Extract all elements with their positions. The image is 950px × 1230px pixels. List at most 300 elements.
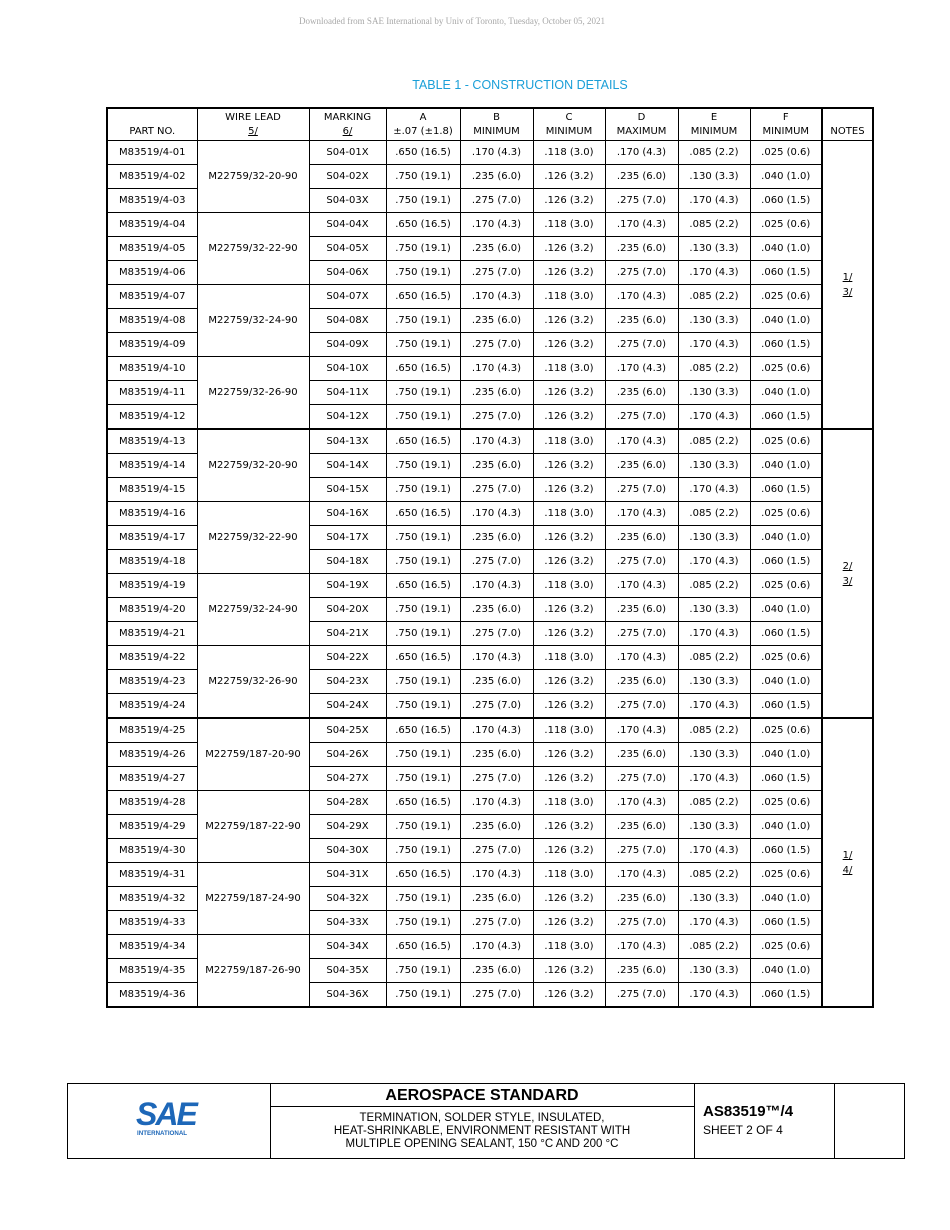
- dimension-a-cell: .750 (19.1): [386, 309, 460, 333]
- dimension-c-cell: .126 (3.2): [533, 237, 605, 261]
- dimension-b-cell: .275 (7.0): [460, 189, 533, 213]
- dimension-d-cell: .170 (4.3): [605, 863, 678, 887]
- part-number-cell: M83519/4-21: [107, 622, 197, 646]
- dimension-c-cell: .126 (3.2): [533, 526, 605, 550]
- dimension-d-cell: .235 (6.0): [605, 454, 678, 478]
- table-row: [107, 935, 873, 959]
- dimension-e-cell: .130 (3.3): [678, 454, 750, 478]
- part-number-cell: M83519/4-11: [107, 381, 197, 405]
- dimension-f-cell: .040 (1.0): [750, 526, 822, 550]
- dimension-e-cell: .085 (2.2): [678, 791, 750, 815]
- dimension-e-cell: .130 (3.3): [678, 237, 750, 261]
- part-number-cell: M83519/4-25: [107, 718, 197, 743]
- dimension-a-cell: .750 (19.1): [386, 381, 460, 405]
- marking-cell: S04-22X: [309, 646, 386, 670]
- table-row: [107, 429, 873, 454]
- marking-cell: S04-13X: [309, 429, 386, 454]
- dimension-d-cell: .170 (4.3): [605, 429, 678, 454]
- marking-cell: S04-03X: [309, 189, 386, 213]
- marking-cell: S04-25X: [309, 718, 386, 743]
- dimension-e-cell: .170 (4.3): [678, 694, 750, 719]
- dimension-e-cell: .170 (4.3): [678, 911, 750, 935]
- dimension-f-cell: .060 (1.5): [750, 189, 822, 213]
- dimension-c-cell: .126 (3.2): [533, 478, 605, 502]
- marking-cell: S04-08X: [309, 309, 386, 333]
- dimension-c-cell: .126 (3.2): [533, 983, 605, 1008]
- part-number-cell: M83519/4-06: [107, 261, 197, 285]
- dimension-c-cell: .126 (3.2): [533, 743, 605, 767]
- marking-cell: S04-35X: [309, 959, 386, 983]
- standard-description: TERMINATION, SOLDER STYLE, INSULATED, HEAT-SHRINKABLE, ENVIRONMENT RESISTANT WITH MULTIPLE OPENING SEALANT, 150 °C AND 200 °C: [333, 1112, 631, 1150]
- dimension-d-cell: .235 (6.0): [605, 743, 678, 767]
- dimension-a-cell: .750 (19.1): [386, 165, 460, 189]
- dimension-a-cell: .750 (19.1): [386, 454, 460, 478]
- dimension-a-cell: .750 (19.1): [386, 478, 460, 502]
- part-number-cell: M83519/4-10: [107, 357, 197, 381]
- dimension-f-cell: .040 (1.0): [750, 237, 822, 261]
- dimension-b-cell: .170 (4.3): [460, 285, 533, 309]
- dimension-d-cell: .275 (7.0): [605, 261, 678, 285]
- dimension-e-cell: .130 (3.3): [678, 598, 750, 622]
- dimension-c-cell: .126 (3.2): [533, 189, 605, 213]
- marking-cell: S04-32X: [309, 887, 386, 911]
- dimension-e-cell: .170 (4.3): [678, 478, 750, 502]
- dimension-b-cell: .170 (4.3): [460, 141, 533, 165]
- marking-cell: S04-01X: [309, 141, 386, 165]
- dimension-e-cell: .170 (4.3): [678, 622, 750, 646]
- marking-cell: S04-28X: [309, 791, 386, 815]
- dimension-b-cell: .235 (6.0): [460, 887, 533, 911]
- marking-cell: S04-05X: [309, 237, 386, 261]
- dimension-a-cell: .750 (19.1): [386, 887, 460, 911]
- dimension-a-cell: .750 (19.1): [386, 189, 460, 213]
- note-ref: 3/: [842, 286, 853, 298]
- dimension-b-cell: .275 (7.0): [460, 478, 533, 502]
- document-number: AS83519™/4: [703, 1103, 794, 1120]
- dimension-b-cell: .235 (6.0): [460, 815, 533, 839]
- dimension-a-cell: .650 (16.5): [386, 141, 460, 165]
- dimension-e-cell: .130 (3.3): [678, 815, 750, 839]
- marking-cell: S04-19X: [309, 574, 386, 598]
- notes-cell: [822, 429, 873, 718]
- dimension-f-cell: .060 (1.5): [750, 478, 822, 502]
- part-number-cell: M83519/4-12: [107, 405, 197, 430]
- dimension-b-cell: .275 (7.0): [460, 911, 533, 935]
- dimension-f-cell: .040 (1.0): [750, 165, 822, 189]
- dimension-e-cell: .085 (2.2): [678, 863, 750, 887]
- wire-lead-cell: M22759/187-26-90: [197, 935, 309, 1008]
- dimension-e-cell: .130 (3.3): [678, 887, 750, 911]
- marking-cell: S04-18X: [309, 550, 386, 574]
- dimension-e-cell: .085 (2.2): [678, 646, 750, 670]
- dimension-a-cell: .750 (19.1): [386, 983, 460, 1008]
- marking-cell: S04-33X: [309, 911, 386, 935]
- dimension-f-cell: .040 (1.0): [750, 815, 822, 839]
- table-row: [107, 285, 873, 309]
- dimension-e-cell: .130 (3.3): [678, 670, 750, 694]
- sae-logo: [136, 1097, 206, 1146]
- marking-cell: S04-04X: [309, 213, 386, 237]
- construction-details-table: [106, 107, 874, 1008]
- header-b: B MINIMUM: [460, 108, 533, 141]
- dimension-c-cell: .118 (3.0): [533, 429, 605, 454]
- dimension-c-cell: .126 (3.2): [533, 767, 605, 791]
- header-wire-lead: WIRE LEAD 5/: [197, 108, 309, 141]
- marking-cell: S04-30X: [309, 839, 386, 863]
- dimension-d-cell: .275 (7.0): [605, 983, 678, 1008]
- wire-lead-cell: M22759/32-26-90: [197, 357, 309, 430]
- dimension-c-cell: .126 (3.2): [533, 839, 605, 863]
- dimension-f-cell: .060 (1.5): [750, 261, 822, 285]
- marking-cell: S04-15X: [309, 478, 386, 502]
- header-part-no: PART NO.: [107, 108, 197, 141]
- dimension-a-cell: .650 (16.5): [386, 213, 460, 237]
- part-number-cell: M83519/4-34: [107, 935, 197, 959]
- dimension-f-cell: .025 (0.6): [750, 718, 822, 743]
- part-number-cell: M83519/4-14: [107, 454, 197, 478]
- table-row: [107, 574, 873, 598]
- part-number-cell: M83519/4-29: [107, 815, 197, 839]
- dimension-e-cell: .170 (4.3): [678, 767, 750, 791]
- dimension-c-cell: .126 (3.2): [533, 165, 605, 189]
- dimension-c-cell: .126 (3.2): [533, 405, 605, 430]
- dimension-d-cell: .275 (7.0): [605, 478, 678, 502]
- dimension-f-cell: .060 (1.5): [750, 694, 822, 719]
- dimension-a-cell: .750 (19.1): [386, 743, 460, 767]
- dimension-b-cell: .170 (4.3): [460, 646, 533, 670]
- dimension-e-cell: .085 (2.2): [678, 429, 750, 454]
- dimension-d-cell: .170 (4.3): [605, 285, 678, 309]
- dimension-d-cell: .235 (6.0): [605, 670, 678, 694]
- table-row: [107, 357, 873, 381]
- marking-cell: S04-02X: [309, 165, 386, 189]
- dimension-d-cell: .170 (4.3): [605, 574, 678, 598]
- dimension-d-cell: .170 (4.3): [605, 502, 678, 526]
- part-number-cell: M83519/4-19: [107, 574, 197, 598]
- marking-cell: S04-27X: [309, 767, 386, 791]
- part-number-cell: M83519/4-23: [107, 670, 197, 694]
- dimension-a-cell: .750 (19.1): [386, 839, 460, 863]
- note-ref: 4/: [842, 864, 853, 876]
- marking-cell: S04-09X: [309, 333, 386, 357]
- dimension-a-cell: .650 (16.5): [386, 791, 460, 815]
- dimension-b-cell: .170 (4.3): [460, 863, 533, 887]
- marking-cell: S04-31X: [309, 863, 386, 887]
- dimension-d-cell: .275 (7.0): [605, 911, 678, 935]
- dimension-f-cell: .040 (1.0): [750, 959, 822, 983]
- dimension-c-cell: .126 (3.2): [533, 598, 605, 622]
- dimension-e-cell: .170 (4.3): [678, 405, 750, 430]
- note-ref: 2/: [842, 560, 853, 572]
- dimension-b-cell: .170 (4.3): [460, 429, 533, 454]
- dimension-a-cell: .650 (16.5): [386, 863, 460, 887]
- dimension-c-cell: .126 (3.2): [533, 670, 605, 694]
- part-number-cell: M83519/4-35: [107, 959, 197, 983]
- dimension-a-cell: .750 (19.1): [386, 694, 460, 719]
- dimension-b-cell: .170 (4.3): [460, 213, 533, 237]
- dimension-c-cell: .118 (3.0): [533, 863, 605, 887]
- dimension-d-cell: .275 (7.0): [605, 189, 678, 213]
- header-row: [107, 108, 873, 141]
- dimension-e-cell: .085 (2.2): [678, 141, 750, 165]
- dimension-c-cell: .126 (3.2): [533, 333, 605, 357]
- note-ref: 1/: [842, 849, 853, 861]
- part-number-cell: M83519/4-01: [107, 141, 197, 165]
- logo-subtext: INTERNATIONAL: [137, 1130, 188, 1137]
- dimension-e-cell: .085 (2.2): [678, 502, 750, 526]
- dimension-d-cell: .235 (6.0): [605, 887, 678, 911]
- dimension-a-cell: .650 (16.5): [386, 285, 460, 309]
- header-d: D MAXIMUM: [605, 108, 678, 141]
- dimension-f-cell: .025 (0.6): [750, 141, 822, 165]
- dimension-a-cell: .750 (19.1): [386, 815, 460, 839]
- marking-cell: S04-36X: [309, 983, 386, 1008]
- dimension-b-cell: .275 (7.0): [460, 622, 533, 646]
- dimension-a-cell: .650 (16.5): [386, 574, 460, 598]
- marking-cell: S04-20X: [309, 598, 386, 622]
- part-number-cell: M83519/4-02: [107, 165, 197, 189]
- table-row: [107, 141, 873, 165]
- dimension-b-cell: .235 (6.0): [460, 165, 533, 189]
- dimension-f-cell: .025 (0.6): [750, 429, 822, 454]
- dimension-b-cell: .235 (6.0): [460, 526, 533, 550]
- table-row: [107, 213, 873, 237]
- dimension-d-cell: .275 (7.0): [605, 839, 678, 863]
- dimension-a-cell: .750 (19.1): [386, 550, 460, 574]
- dimension-a-cell: .750 (19.1): [386, 670, 460, 694]
- part-number-cell: M83519/4-05: [107, 237, 197, 261]
- dimension-a-cell: .650 (16.5): [386, 502, 460, 526]
- dimension-a-cell: .650 (16.5): [386, 357, 460, 381]
- marking-cell: S04-29X: [309, 815, 386, 839]
- dimension-e-cell: .085 (2.2): [678, 718, 750, 743]
- dimension-b-cell: .170 (4.3): [460, 574, 533, 598]
- dimension-a-cell: .650 (16.5): [386, 646, 460, 670]
- dimension-d-cell: .235 (6.0): [605, 165, 678, 189]
- dimension-c-cell: .126 (3.2): [533, 261, 605, 285]
- part-number-cell: M83519/4-04: [107, 213, 197, 237]
- dimension-b-cell: .235 (6.0): [460, 454, 533, 478]
- dimension-b-cell: .275 (7.0): [460, 333, 533, 357]
- dimension-c-cell: .118 (3.0): [533, 213, 605, 237]
- dimension-e-cell: .130 (3.3): [678, 381, 750, 405]
- dimension-d-cell: .235 (6.0): [605, 381, 678, 405]
- dimension-f-cell: .040 (1.0): [750, 743, 822, 767]
- dimension-b-cell: .235 (6.0): [460, 743, 533, 767]
- dimension-f-cell: .040 (1.0): [750, 887, 822, 911]
- marking-cell: S04-11X: [309, 381, 386, 405]
- dimension-f-cell: .025 (0.6): [750, 791, 822, 815]
- dimension-f-cell: .040 (1.0): [750, 454, 822, 478]
- dimension-d-cell: .235 (6.0): [605, 237, 678, 261]
- dimension-c-cell: .118 (3.0): [533, 502, 605, 526]
- part-number-cell: M83519/4-31: [107, 863, 197, 887]
- dimension-f-cell: .025 (0.6): [750, 646, 822, 670]
- dimension-d-cell: .235 (6.0): [605, 598, 678, 622]
- download-banner: Downloaded from SAE International by Univ of Toronto, Tuesday, October 05, 2021: [298, 16, 606, 26]
- dimension-f-cell: .060 (1.5): [750, 405, 822, 430]
- dimension-c-cell: .118 (3.0): [533, 646, 605, 670]
- dimension-a-cell: .650 (16.5): [386, 429, 460, 454]
- table-title: TABLE 1 - CONSTRUCTION DETAILS: [412, 78, 628, 92]
- wire-lead-cell: M22759/32-24-90: [197, 574, 309, 646]
- header-notes: NOTES: [822, 108, 873, 141]
- dimension-d-cell: .235 (6.0): [605, 815, 678, 839]
- marking-cell: S04-21X: [309, 622, 386, 646]
- part-number-cell: M83519/4-13: [107, 429, 197, 454]
- dimension-e-cell: .085 (2.2): [678, 574, 750, 598]
- dimension-c-cell: .126 (3.2): [533, 911, 605, 935]
- dimension-a-cell: .750 (19.1): [386, 959, 460, 983]
- dimension-d-cell: .275 (7.0): [605, 694, 678, 719]
- marking-cell: S04-17X: [309, 526, 386, 550]
- marking-cell: S04-07X: [309, 285, 386, 309]
- part-number-cell: M83519/4-16: [107, 502, 197, 526]
- dimension-a-cell: .750 (19.1): [386, 261, 460, 285]
- dimension-a-cell: .750 (19.1): [386, 526, 460, 550]
- part-number-cell: M83519/4-08: [107, 309, 197, 333]
- dimension-c-cell: .118 (3.0): [533, 935, 605, 959]
- dimension-c-cell: .118 (3.0): [533, 141, 605, 165]
- dimension-e-cell: .130 (3.3): [678, 309, 750, 333]
- dimension-e-cell: .085 (2.2): [678, 357, 750, 381]
- dimension-d-cell: .170 (4.3): [605, 935, 678, 959]
- marking-cell: S04-23X: [309, 670, 386, 694]
- wire-lead-cell: M22759/32-26-90: [197, 646, 309, 719]
- dimension-f-cell: .040 (1.0): [750, 670, 822, 694]
- dimension-f-cell: .060 (1.5): [750, 983, 822, 1008]
- dimension-e-cell: .170 (4.3): [678, 261, 750, 285]
- dimension-e-cell: .170 (4.3): [678, 550, 750, 574]
- dimension-c-cell: .126 (3.2): [533, 815, 605, 839]
- header-marking: MARKING 6/: [309, 108, 386, 141]
- dimension-d-cell: .235 (6.0): [605, 309, 678, 333]
- dimension-a-cell: .750 (19.1): [386, 333, 460, 357]
- dimension-f-cell: .025 (0.6): [750, 213, 822, 237]
- dimension-b-cell: .275 (7.0): [460, 405, 533, 430]
- note-ref: 1/: [842, 271, 853, 283]
- dimension-f-cell: .040 (1.0): [750, 381, 822, 405]
- dimension-d-cell: .275 (7.0): [605, 333, 678, 357]
- part-number-cell: M83519/4-20: [107, 598, 197, 622]
- dimension-e-cell: .130 (3.3): [678, 165, 750, 189]
- dimension-d-cell: .170 (4.3): [605, 141, 678, 165]
- dimension-b-cell: .170 (4.3): [460, 502, 533, 526]
- dimension-e-cell: .130 (3.3): [678, 743, 750, 767]
- dimension-f-cell: .060 (1.5): [750, 839, 822, 863]
- dimension-b-cell: .170 (4.3): [460, 935, 533, 959]
- table-row: [107, 502, 873, 526]
- part-number-cell: M83519/4-15: [107, 478, 197, 502]
- dimension-b-cell: .275 (7.0): [460, 839, 533, 863]
- part-number-cell: M83519/4-03: [107, 189, 197, 213]
- dimension-d-cell: .235 (6.0): [605, 959, 678, 983]
- dimension-c-cell: .118 (3.0): [533, 285, 605, 309]
- part-number-cell: M83519/4-36: [107, 983, 197, 1008]
- dimension-b-cell: .275 (7.0): [460, 983, 533, 1008]
- sheet-number: SHEET 2 OF 4: [703, 1123, 783, 1137]
- dimension-d-cell: .275 (7.0): [605, 405, 678, 430]
- dimension-f-cell: .025 (0.6): [750, 285, 822, 309]
- wire-lead-cell: M22759/32-22-90: [197, 213, 309, 285]
- dimension-f-cell: .060 (1.5): [750, 333, 822, 357]
- part-number-cell: M83519/4-17: [107, 526, 197, 550]
- dimension-b-cell: .170 (4.3): [460, 718, 533, 743]
- dimension-b-cell: .235 (6.0): [460, 309, 533, 333]
- part-number-cell: M83519/4-24: [107, 694, 197, 719]
- part-number-cell: M83519/4-33: [107, 911, 197, 935]
- dimension-b-cell: .275 (7.0): [460, 767, 533, 791]
- dimension-e-cell: .170 (4.3): [678, 983, 750, 1008]
- dimension-f-cell: .060 (1.5): [750, 767, 822, 791]
- part-number-cell: M83519/4-26: [107, 743, 197, 767]
- marking-cell: S04-06X: [309, 261, 386, 285]
- part-number-cell: M83519/4-30: [107, 839, 197, 863]
- dimension-a-cell: .750 (19.1): [386, 911, 460, 935]
- dimension-d-cell: .275 (7.0): [605, 550, 678, 574]
- dimension-d-cell: .170 (4.3): [605, 791, 678, 815]
- logo-text: SAE: [136, 1097, 196, 1132]
- dimension-a-cell: .650 (16.5): [386, 718, 460, 743]
- notes-cell: [822, 718, 873, 1007]
- dimension-b-cell: .235 (6.0): [460, 237, 533, 261]
- dimension-b-cell: .235 (6.0): [460, 598, 533, 622]
- dimension-c-cell: .126 (3.2): [533, 381, 605, 405]
- marking-cell: S04-10X: [309, 357, 386, 381]
- part-number-cell: M83519/4-27: [107, 767, 197, 791]
- dimension-f-cell: .025 (0.6): [750, 502, 822, 526]
- dimension-a-cell: .750 (19.1): [386, 598, 460, 622]
- dimension-c-cell: .126 (3.2): [533, 550, 605, 574]
- wire-lead-cell: M22759/187-22-90: [197, 791, 309, 863]
- dimension-d-cell: .170 (4.3): [605, 357, 678, 381]
- dimension-a-cell: .750 (19.1): [386, 237, 460, 261]
- header-c: C MINIMUM: [533, 108, 605, 141]
- table-row: [107, 791, 873, 815]
- dimension-d-cell: .235 (6.0): [605, 526, 678, 550]
- part-number-cell: M83519/4-22: [107, 646, 197, 670]
- dimension-d-cell: .170 (4.3): [605, 718, 678, 743]
- marking-cell: S04-26X: [309, 743, 386, 767]
- part-number-cell: M83519/4-18: [107, 550, 197, 574]
- dimension-b-cell: .235 (6.0): [460, 381, 533, 405]
- title-block: [67, 1083, 905, 1159]
- dimension-d-cell: .170 (4.3): [605, 213, 678, 237]
- wire-lead-cell: M22759/32-22-90: [197, 502, 309, 574]
- logo-cell: [68, 1084, 271, 1158]
- dimension-c-cell: .126 (3.2): [533, 959, 605, 983]
- part-number-cell: M83519/4-28: [107, 791, 197, 815]
- dimension-b-cell: .235 (6.0): [460, 959, 533, 983]
- dimension-e-cell: .170 (4.3): [678, 333, 750, 357]
- dimension-e-cell: .170 (4.3): [678, 839, 750, 863]
- dimension-e-cell: .130 (3.3): [678, 959, 750, 983]
- dimension-b-cell: .235 (6.0): [460, 670, 533, 694]
- dimension-b-cell: .170 (4.3): [460, 791, 533, 815]
- wire-lead-cell: M22759/32-24-90: [197, 285, 309, 357]
- dimension-a-cell: .750 (19.1): [386, 622, 460, 646]
- wire-lead-cell: M22759/32-20-90: [197, 429, 309, 502]
- part-number-cell: M83519/4-07: [107, 285, 197, 309]
- marking-cell: S04-34X: [309, 935, 386, 959]
- dimension-a-cell: .650 (16.5): [386, 935, 460, 959]
- dimension-f-cell: .040 (1.0): [750, 598, 822, 622]
- dimension-b-cell: .275 (7.0): [460, 550, 533, 574]
- marking-cell: S04-24X: [309, 694, 386, 719]
- dimension-c-cell: .118 (3.0): [533, 791, 605, 815]
- dimension-c-cell: .126 (3.2): [533, 694, 605, 719]
- dimension-f-cell: .025 (0.6): [750, 357, 822, 381]
